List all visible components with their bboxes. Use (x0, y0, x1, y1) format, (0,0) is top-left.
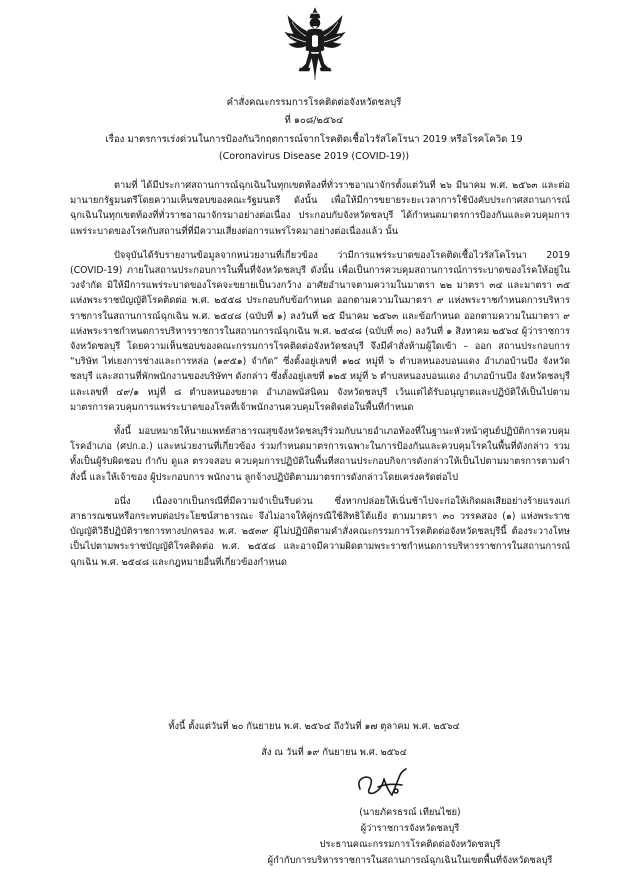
ordered-date: สั่ง ณ วันที่ ๑๙ กันยายน พ.ศ. ๒๕๖๔ (261, 747, 407, 758)
signer-name: (นายภัครธรณ์ เทียนไชย) (359, 807, 461, 818)
subject-line: เรื่อง มาตรการเร่งด่วนในการป้องกันวิกฤตการณ์จากโรคติดเชื้อไวรัสโคโรนา 2019 หรือโรคโควิด 19 (105, 134, 523, 145)
signer-title-emergency: ผู้กำกับการบริหารราชการในสถานการณ์ฉุกเฉินในเขตพื้นที่จังหวัดชลบุรี (267, 855, 553, 866)
paragraph-assignment: ทั้งนี้ มอบหมายให้นายแพทย์สาธารณสุขจังหวัดชลบุรีร่วมกับนายอำเภอท้องที่ในฐานะหัวหน้าศูนย์ปฏิบัติการควบคุมโรคอำเภอ (ศปก.อ.) และหน่วยงานที่เกี่ยวข้อง ร่วมกำหนดมาตรการเฉพาะในการป้องกันและควบคุมโรคในพื้นที่ดังกล่าว รวมทั้งเป็นผู้รับผิดชอบ กำกับ ดูแล ตรวจสอบ ควบคุมการปฏิบัติในพื้นที่สถานประกอบกิจการดังกล่าวให้เป็นไปตามมาตรการตามคำสั่งนี้ และให้เจ้าของ ผู้ประกอบการ พนักงาน ลูกจ้างปฏิบัติตามมาตรการดังกล่าวโดยเคร่งครัดต่อไป (70, 426, 570, 483)
issuing-authority: คำสั่งคณะกรรมการโรคติดต่อจังหวัดชลบุรี (226, 97, 402, 108)
paragraph-order: ปัจจุบันได้รับรายงานข้อมูลจากหน่วยงานที่เกี่ยวข้อง ว่ามีการแพร่ระบาดของโรคติดเชื้อไวรัสโคโรนา 2019 (COVID-19) ภายในสถานประกอบการในพื้นที่จังหวัดชลบุรี ดังนั้น เพื่อเป็นการควบคุมสถานการณ์การระบาดของโรคให้อยู่ในวงจำกัด มิให้มีการแพร่ระบาดของโรคจะขยายเป็นวงกว้าง อาศัยอำนาจตามความในมาตรา ๒๒ มาตรา ๓๔ และมาตรา ๓๕ แห่งพระราชบัญญัติโรคติดต่อ พ.ศ. ๒๕๕๘ ประกอบกับข้อกำหนด ออกตามความในมาตรา ๙ แห่งพระราชกำหนดการบริหารราชการในสถานการณ์ฉุกเฉิน พ.ศ. ๒๕๔๘ (ฉบับที่ ๑) ลงวันที่ ๒๕ มีนาคม ๒๕๖๓ และข้อกำหนด ออกตามความในมาตรา ๙ แห่งพระราชกำหนดการบริหารราชการในสถานการณ์ฉุกเฉิน พ.ศ. ๒๕๔๘ (ฉบับที่ ๓๐) ลงวันที่ ๑ สิงหาคม ๒๕๖๔ ผู้ว่าราชการจังหวัดชลบุรี โดยความเห็นชอบของคณะกรรมการโรคติดต่อจังหวัดชลบุรี จึงมีคำสั่งห้ามผู้ใดเข้า – ออก สถานประกอบการ “บริษัท ไท่เยงการช่างและการหล่อ (๑๙๕๑) จำกัด” ซึ่งตั้งอยู่เลขที่ ๑๒๔ หมู่ที่ ๖ ตำบลหนองบอนแดง อำเภอบ้านบึง จังหวัดชลบุรี และสถานที่พักพนักงานของบริษัทฯ ดังกล่าว ซึ่งตั้งอยู่เลขที่ ๑๒๕ หมู่ที่ ๖ ตำบลหนองบอนแดง อำเภอบ้านบึง จังหวัดชลบุรี และเลขที่ ๔๙/๑ หมู่ที่ ๘ ตำบลหนองขยาด อำเภอพนัสนิคม จังหวัดชลบุรี เว้นแต่ได้รับอนุญาตและปฏิบัติให้เป็นไปตามมาตรการควบคุมการแพร่ระบาดของโรคที่เจ้าพนักงานควบคุมโรคติดต่อในพื้นที่กำหนด (70, 249, 570, 413)
signer-title-governor: ผู้ว่าราชการจังหวัดชลบุรี (360, 823, 460, 834)
paragraph-penalty: อนึ่ง เนื่องจากเป็นกรณีที่มีความจำเป็นรีบด่วน ซึ่งหากปล่อยให้เนิ่นช้าไปจะก่อให้เกิดผลเสียอย่างร้ายแรงแก่สาธารณชนหรือกระทบต่อประโยชน์สาธารณะ จึงไม่อาจให้คู่กรณีใช้สิทธิโต้แย้ง ตามมาตรา ๓๐ วรรคสอง (๑) แห่งพระราชบัญญัติวิธีปฏิบัติราชการทางปกครอง พ.ศ. ๒๕๓๙ ผู้ไม่ปฏิบัติตามคำสั่งคณะกรรมการโรคติดต่อจังหวัดชลบุรีนี้ ต้องระวางโทษเป็นไปตามพระราชบัญญัติโรคติดต่อ พ.ศ. ๒๕๕๘ และอาจมีความผิดตามพระราชกำหนดการบริหารราชการในสถานการณ์ฉุกเฉิน พ.ศ. ๒๕๔๘ และกฎหมายอื่นที่เกี่ยวข้องกำหนด (70, 495, 570, 568)
order-number: ที่ ๑๐๘/๒๕๖๔ (284, 115, 344, 126)
order-body (70, 178, 570, 579)
garuda-emblem-icon (284, 6, 346, 82)
signature-block (230, 805, 590, 869)
subject-english: (Coronavirus Disease 2019 (COVID-19)) (218, 151, 410, 162)
effective-period: ทั้งนี้ ตั้งแต่วันที่ ๒๐ กันยายน พ.ศ. ๒๕๖๔ ถึงวันที่ ๑๗ ตุลาคม พ.ศ. ๒๕๖๔ (168, 721, 460, 732)
signer-title-chairman: ประธานคณะกรรมการโรคติดต่อจังหวัดชลบุรี (319, 839, 501, 850)
paragraph-background: ตามที่ ได้มีประกาศสถานการณ์ฉุกเฉินในทุกเขตท้องที่ทั่วราชอาณาจักรตั้งแต่วันที่ ๒๖ มีนาคม พ.ศ. ๒๕๖๓ และต่อมานายกรัฐมนตรีโดยความเห็นชอบของคณะรัฐมนตรี ดังนั้น เพื่อให้มีการขยายระยะเวลาการใช้บังคับประกาศสถานการณ์ฉุกเฉินในทุกเขตท้องที่ทั่วราชอาณาจักรมาอย่างต่อเนื่อง ประกอบกับจังหวัดชลบุรี ได้กำหนดมาตรการป้องกันและควบคุมการแพร่ระบาดของโรคกับสถานที่ที่มีความเสี่ยงต่อการแพร่โรคมาอย่างต่อเนื่องแล้ว นั้น (70, 180, 570, 237)
handwritten-signature (352, 765, 422, 801)
